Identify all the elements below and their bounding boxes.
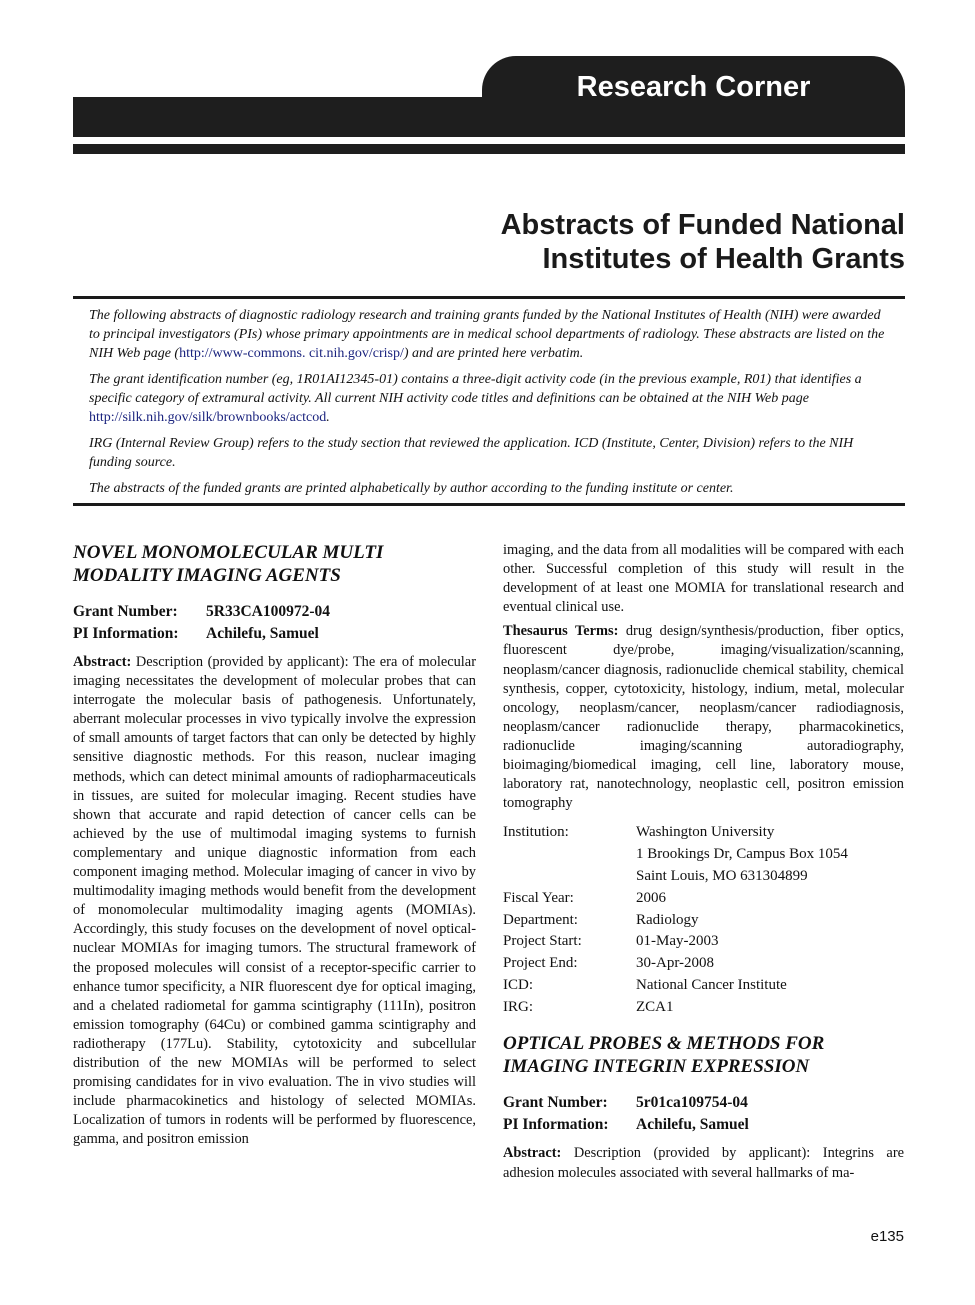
grant2-number: 5r01ca109754-04	[636, 1094, 748, 1112]
grant2-abstract: Abstract: Description (provided by applicant): Integrins are adhesion molecules associated with several hallmarks of ma-	[503, 1145, 905, 1181]
grant1-pi-row: PI Information: Achilefu, Samuel	[73, 623, 476, 645]
section-title: Research Corner	[576, 71, 811, 103]
crisp-link[interactable]: http://www-commons. cit.nih.gov/crisp/	[179, 346, 404, 361]
grant2-pi-row: PI Information: Achilefu, Samuel	[503, 1114, 904, 1136]
project-start-row: Project Start: 01-May-2003	[503, 933, 719, 950]
column-left	[73, 541, 476, 1154]
project-end-row: Project End: 30-Apr-2008	[503, 955, 715, 972]
grant2-pi: Achilefu, Samuel	[636, 1116, 749, 1134]
grant2-ids	[503, 1092, 904, 1136]
grant1-number-row: Grant Number: 5R33CA100972-04	[73, 601, 476, 623]
intro-paragraph-2: The grant identification number (eg, 1R01AI12345-01) contains a three-digit activity code (in the previous example, R01) that identifies a specific category of extramural activity. All current NIH activity code titles and definitions can be obtained at the NIH Web page http://silk.nih.gov/silk/brownbooks/actcod.	[89, 372, 862, 425]
grant1-pi: Achilefu, Samuel	[206, 625, 319, 642]
grant2-number-row: Grant Number: 5r01ca109754-04	[503, 1092, 904, 1114]
divider-bottom	[73, 503, 905, 506]
intro-block	[89, 306, 889, 505]
page-number: e135	[870, 1228, 904, 1245]
page-title	[345, 208, 905, 276]
page-title-line1: Abstracts of Funded National	[500, 209, 905, 241]
page-title-line2: Institutes of Health Grants	[542, 243, 905, 275]
intro-paragraph-4: The abstracts of the funded grants are printed alphabetically by author according to the funding institute or center.	[89, 481, 734, 496]
department-row: Department: Radiology	[503, 911, 699, 928]
icd-row: ICD: National Cancer Institute	[503, 976, 787, 993]
institution-row: Institution: Washington University 1 Brookings Dr, Campus Box 1054 Saint Louis, MO 631304899	[503, 824, 848, 884]
grant1-title: NOVEL MONOMOLECULAR MULTI MODALITY IMAGING AGENTS	[73, 542, 384, 586]
activity-codes-link[interactable]: http://silk.nih.gov/silk/brownbooks/actcod	[89, 410, 327, 425]
grant1-thesaurus: Thesaurus Terms: drug design/synthesis/production, fiber optics, fluorescent dye/probe, imaging/visualization/scanning, neoplasm/cancer diagnosis, radionuclide chemical stability, chemical synthesis, copper, cytotoxicity, histology, indium, metal, molecular oncology, neoplasm/cancer, neoplasm/cancer radiodiagnosis, neoplasm/cancer radionuclide therapy, pharmacokinetics, radionuclide imaging/scanning autoradiography, bioimaging/biomedical imaging, cell line, laboratory mouse, laboratory rat, nanotechnology, neoplastic cell, positron emission tomography	[503, 623, 904, 812]
fiscal-year-row: Fiscal Year: 2006	[503, 889, 666, 906]
grant1-number: 5R33CA100972-04	[206, 603, 330, 620]
intro-paragraph-1: The following abstracts of diagnostic radiology research and training grants funded by the National Institutes of Health (NIH) were awarded to principal investigators (PIs) whose primary appointments are in medical school departments of radiology. These abstracts are listed on the NIH Web page (http://www-commons. cit.nih.gov/crisp/) and are printed here verbatim.	[89, 308, 885, 361]
grant1-abstract: Abstract: Description (provided by applicant): The era of molecular imaging necessitates the development of molecular probes that can interrogate the molecular basis of pathogenesis. Unfortunately, aberrant molecular processes in vivo typically involve the expression of small amounts of target factors that can only be detected by highly sensitive diagnostic methods. For this reason, nuclear imaging methods, which can detect minimal amounts of radiopharmaceuticals in tissues, are suited for molecular imaging. Recent studies have shown that accurate and rapid detection of cancer cells can be achieved by the use of multimodal imaging systems to furnish complementary and unique diagnostic information from each component imaging method. Molecular imaging of cancer in vivo by multimodality imaging methods would benefit from the development of monomolecular multimodality imaging agents (MOMIAs). Accordingly, this study focuses on the development of novel optical-nuclear MOMIAs for imaging tumors. The structural framework of the proposed molecules will consist of a receptor-specific carrier to enhance tumor specificity, a NIR fluorescent dye for optical imaging, and a chelated radiometal for gamma scintigraphy (111In), positron emission tomography (64Cu) or combined gamma scintigraphy and radiotherapy (177Lu). Stability, cytotoxicity and subcellular distribution of the new MOMIAs will be performed to select promising candidates for in vivo evaluation. The in vivo studies will include pharmacokinetics and histology of selected MOMIAs. Localization of tumors in rodents will be performed by fluorescence, gamma, and positron emission	[73, 654, 476, 1148]
irg-row: IRG: ZCA1	[503, 998, 674, 1015]
grant1-ids	[73, 601, 476, 645]
column-right	[503, 541, 904, 1188]
grant1-abstract-continued: imaging, and the data from all modalities will be compared with each other. Successful completion of this study will result in the development of at least one MOMIA for translational research and eventual clinical use.	[503, 542, 904, 616]
grant2-title: OPTICAL PROBES & METHODS FOR IMAGING INTEGRIN EXPRESSION	[503, 1033, 825, 1078]
header-rule	[73, 144, 905, 154]
grant1-info-table	[503, 822, 904, 1018]
intro-paragraph-3: IRG (Internal Review Group) refers to the study section that reviewed the application. ICD (Institute, Center, Division) refers to the NIH funding source.	[89, 436, 854, 470]
divider-top	[73, 296, 905, 299]
